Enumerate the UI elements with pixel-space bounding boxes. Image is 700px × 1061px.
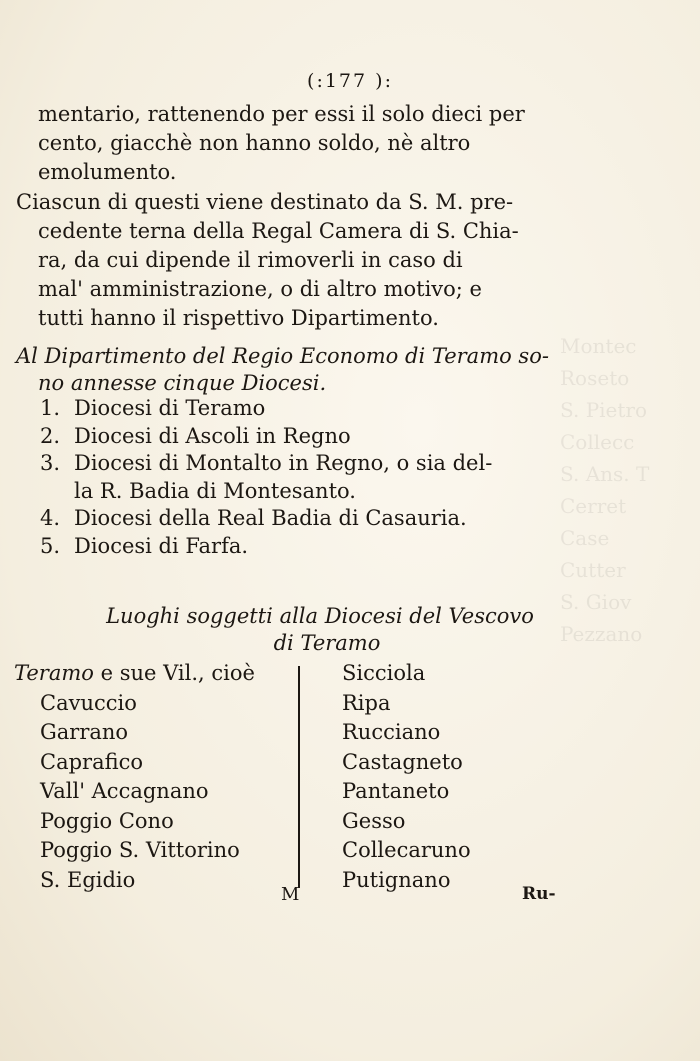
- list-item: [40, 395, 600, 423]
- list-item: Garrano: [40, 720, 129, 744]
- diocese-list: [40, 395, 600, 561]
- places-right-column: [342, 659, 582, 895]
- places-left-column: [14, 659, 294, 895]
- text-line: cedente terna della Regal Camera di S. Chia-: [38, 219, 519, 243]
- place-name: Teramo: [14, 661, 94, 685]
- item-text: Diocesi di Ascoli in Regno: [74, 423, 351, 448]
- list-item: Vall' Accagnano: [40, 779, 209, 803]
- show-through-line: Roseto: [560, 366, 630, 390]
- show-through-line: Cerret: [560, 494, 627, 518]
- signature-mark: M: [281, 884, 300, 905]
- show-through-line: S. Ans. T: [560, 462, 650, 486]
- list-item: Gesso: [342, 808, 406, 833]
- paragraph-continuation: [38, 100, 594, 187]
- list-item: S. Egidio: [40, 867, 136, 892]
- list-item: Pantaneto: [342, 779, 450, 803]
- list-item: [40, 505, 600, 533]
- show-through-line: Collecc: [560, 430, 635, 454]
- text-line: mal' amministrazione, o di altro motivo; e: [38, 277, 482, 301]
- item-number: 2.: [40, 423, 61, 448]
- list-item: Collecaruno: [342, 838, 471, 862]
- item-number: 3.: [40, 451, 61, 476]
- show-through-line: Montec: [560, 334, 637, 358]
- column-divider: [298, 666, 300, 888]
- list-item: Putignano: [342, 867, 451, 892]
- list-item: [14, 659, 294, 689]
- text-line: emolumento.: [38, 160, 177, 184]
- heading-line: Luoghi soggetti alla Diocesi del Vescovo: [106, 604, 534, 628]
- item-number: 1.: [40, 396, 61, 420]
- item-text-continued: la R. Badia di Montesanto.: [74, 478, 356, 503]
- list-item: Castagneto: [342, 749, 463, 774]
- show-through-line: Case: [560, 526, 610, 550]
- item-text: Diocesi di Teramo: [74, 396, 266, 420]
- list-item: Poggio Cono: [40, 808, 174, 833]
- section-heading-dioceses: [16, 343, 596, 397]
- catchword: Ru-: [522, 884, 556, 904]
- item-text: Diocesi della Real Badia di Casauria.: [74, 506, 467, 531]
- heading-line: di Teramo: [273, 631, 381, 655]
- text-line: tutti hanno il rispettivo Dipartimento.: [38, 306, 439, 330]
- item-text: Diocesi di Montalto in Regno, o sia del-: [74, 451, 493, 476]
- section-heading-places: [0, 603, 640, 657]
- list-item: [40, 450, 600, 505]
- item-text: Diocesi di Farfa.: [74, 533, 249, 558]
- show-through-line: S. Pietro: [560, 398, 648, 422]
- show-through-line: Cutter: [560, 558, 626, 582]
- page-number: (:177 ):: [307, 70, 393, 92]
- heading-line: no annesse cinque Diocesi.: [38, 371, 327, 395]
- text-line: mentario, rattenendo per essi il solo dieci per: [38, 102, 525, 126]
- list-item: Caprafico: [40, 749, 144, 774]
- list-item: Ripa: [342, 690, 391, 715]
- show-through-line: S. Giov: [560, 590, 632, 614]
- text-line: Ciascun di questi viene destinato da S. M. pre-: [16, 190, 514, 214]
- item-number: 4.: [40, 506, 61, 531]
- show-through-line: Pezzano: [560, 622, 643, 646]
- place-suffix: e sue Vil., cioè: [93, 661, 255, 685]
- paragraph-appointment: [16, 188, 594, 333]
- text-line: ra, da cui dipende il rimoverli in caso di: [38, 248, 463, 272]
- list-item: Cavuccio: [40, 690, 137, 715]
- list-item: Rucciano: [342, 720, 441, 744]
- text-line: cento, giacchè non hanno soldo, nè altro: [38, 131, 471, 155]
- item-number: 5.: [40, 533, 61, 558]
- list-item: Sicciola: [342, 661, 426, 685]
- heading-line: Al Dipartimento del Regio Economo di Teramo so-: [16, 344, 549, 368]
- list-item: Poggio S. Vittorino: [40, 838, 240, 862]
- list-item: [40, 533, 600, 561]
- list-item: [40, 423, 600, 451]
